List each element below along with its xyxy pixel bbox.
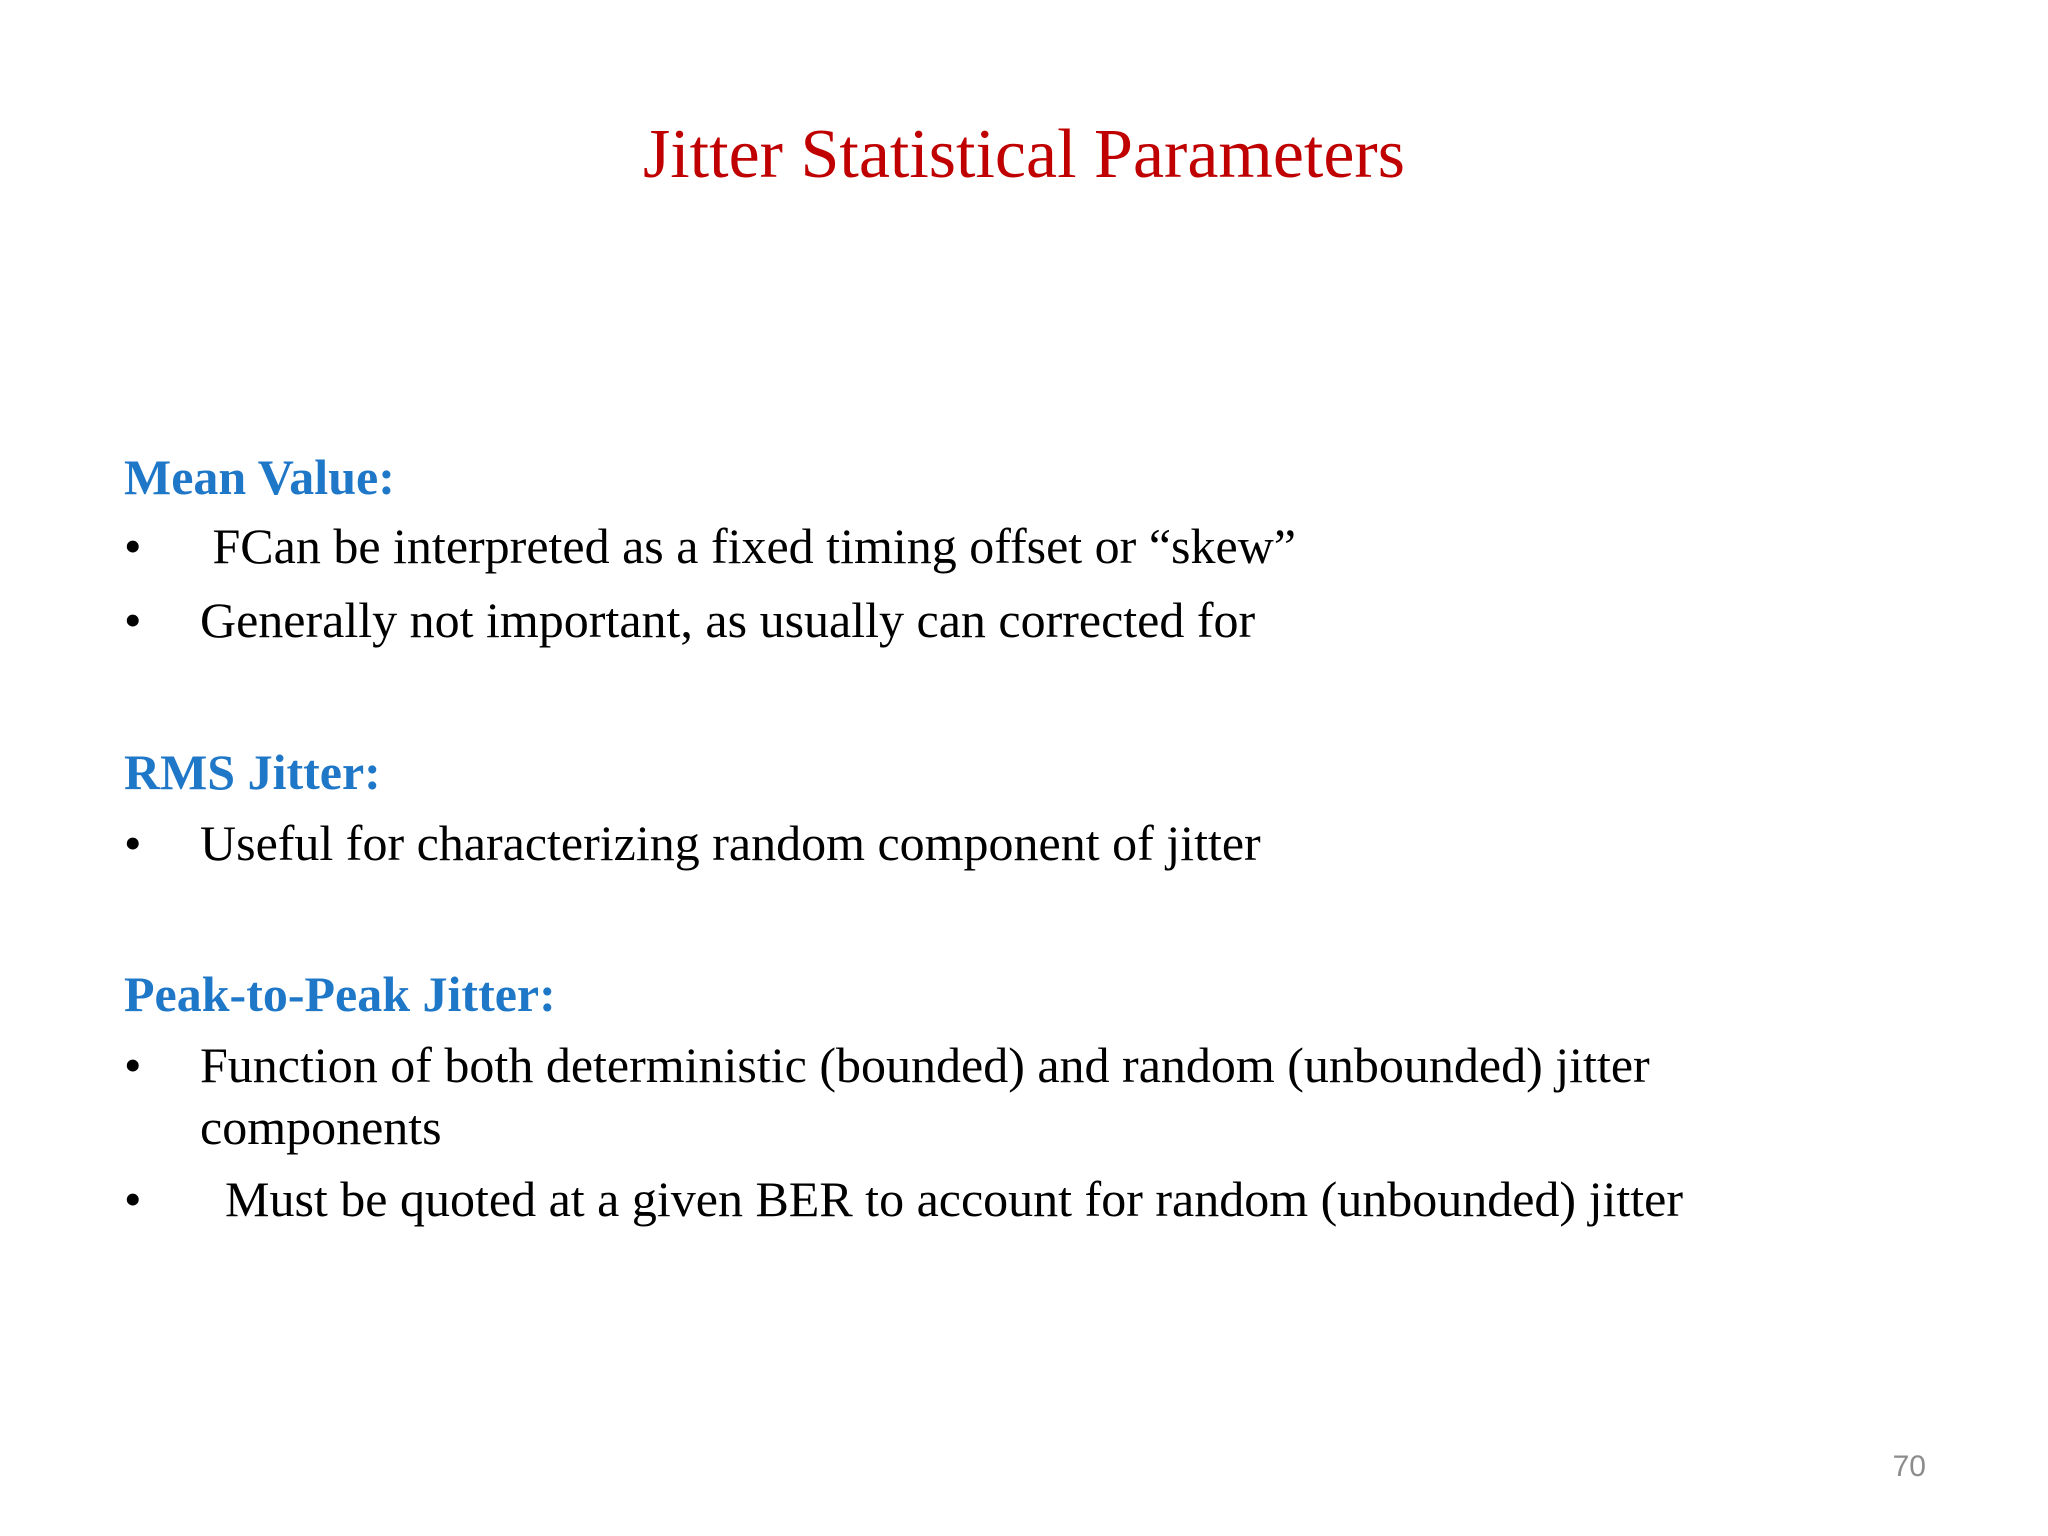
bullet-icon: • (124, 1037, 142, 1093)
section-heading: Peak-to-Peak Jitter: (124, 966, 556, 1022)
section-mean-value (124, 445, 1974, 651)
section-heading: Mean Value: (124, 449, 395, 505)
bullet-icon: • (124, 815, 142, 871)
bullet-icon: • (124, 592, 142, 648)
bullet-text: Generally not important, as usually can corrected for (200, 592, 1256, 648)
bullet-item (124, 515, 1974, 577)
section-heading: RMS Jitter: (124, 744, 381, 800)
bullet-icon: • (124, 1171, 142, 1227)
page-number: 70 (1892, 1450, 1926, 1483)
bullet-text: Must be quoted at a given BER to account for random (unbounded) jitter (200, 1171, 1683, 1227)
bullet-item (124, 1034, 1880, 1158)
bullet-item (124, 812, 1974, 874)
section-rms-jitter (124, 740, 1974, 874)
bullet-item (124, 589, 1974, 651)
section-peak-to-peak-jitter (124, 962, 1974, 1230)
bullet-icon: • (124, 518, 142, 574)
bullet-text: FCan be interpreted as a fixed timing offset or “skew” (200, 518, 1296, 574)
slide-title: Jitter Statistical Parameters (642, 116, 1405, 193)
bullet-item (124, 1168, 1974, 1230)
bullet-text: Function of both deterministic (bounded) and random (unbounded) jitter components (200, 1037, 1650, 1155)
bullet-text: Useful for characterizing random component of jitter (200, 815, 1261, 871)
